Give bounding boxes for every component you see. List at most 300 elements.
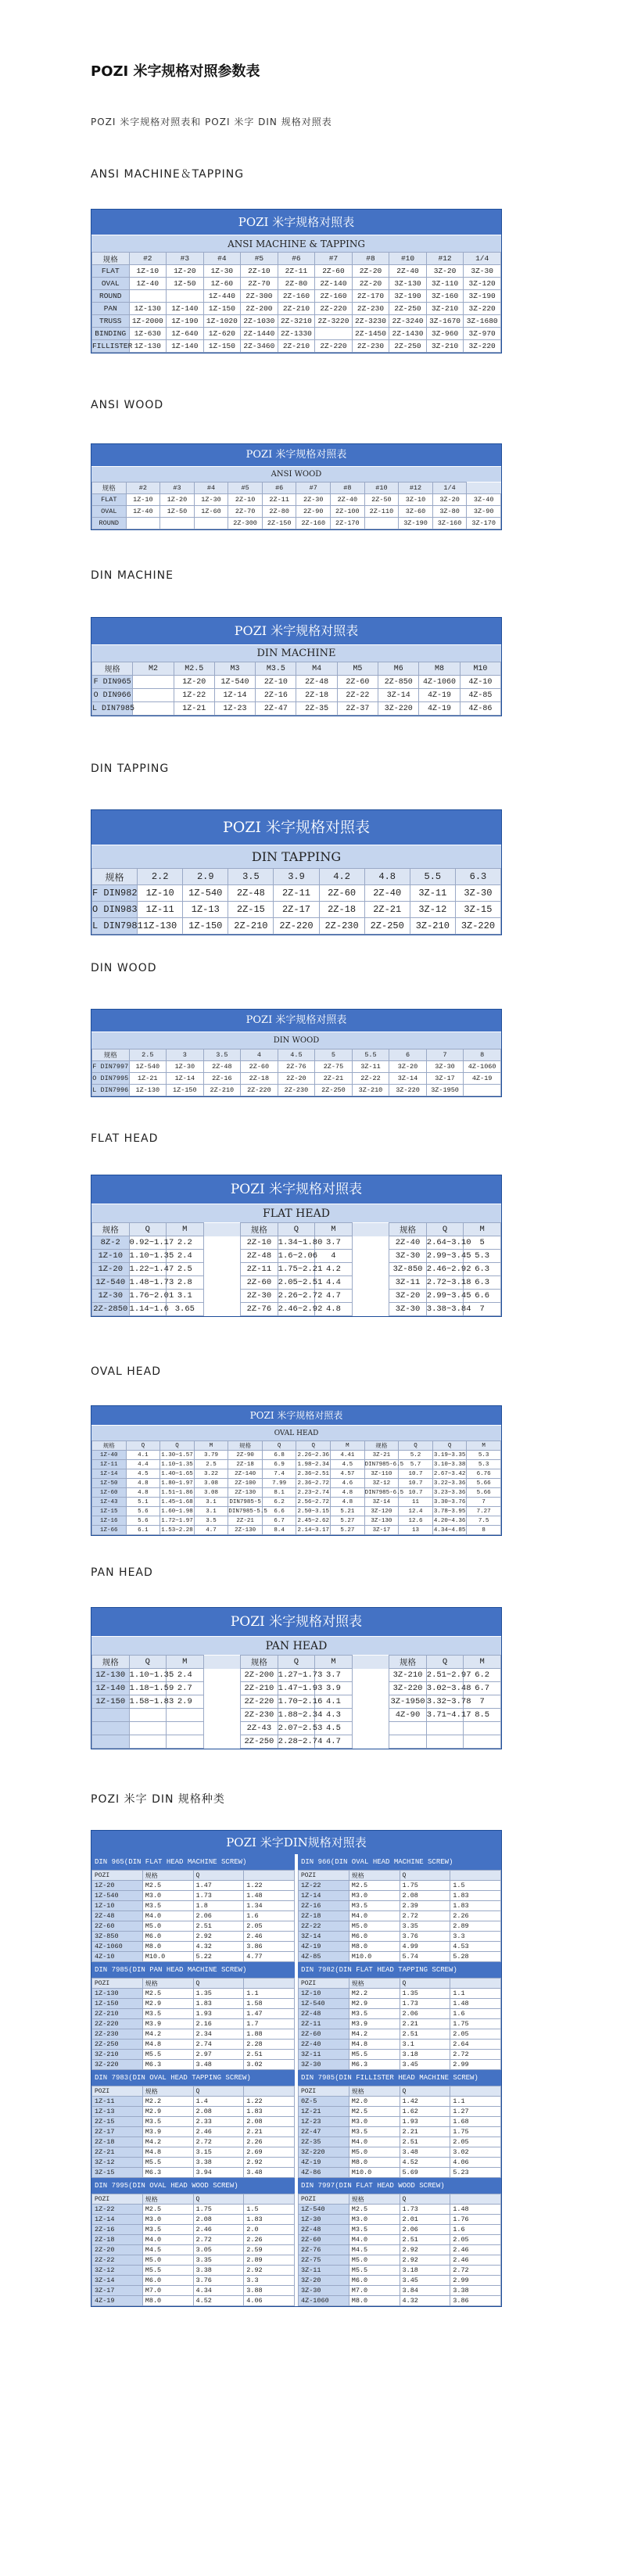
table-cell: 2.46~2.92 <box>426 1263 464 1276</box>
table-cell: 1.75 <box>450 2127 501 2137</box>
table-title: POZI 米字规格对照表 <box>91 444 501 466</box>
row-label: O DIN983 <box>92 902 138 918</box>
table-row <box>299 2296 501 2306</box>
table-cell: 2Z-30 <box>241 1290 278 1303</box>
table-row <box>92 1942 295 1952</box>
table-cell: 1.10~1.35 <box>161 1461 193 1468</box>
table-cell: 2Z-220 <box>241 1085 278 1096</box>
table-cell: 5.22 <box>193 1952 244 1962</box>
header-row <box>92 662 501 676</box>
table-cell: 1.80~1.97 <box>161 1480 193 1487</box>
table-row <box>92 1479 501 1488</box>
table-cell: M4.0 <box>349 2235 400 2245</box>
row-label: 1Z-20 <box>92 1263 130 1276</box>
table-cell: 3Z-220 <box>455 918 500 935</box>
header-cell: M3 <box>214 662 255 676</box>
table-cell: 3Z-20 <box>299 2276 349 2286</box>
header-row <box>92 483 501 494</box>
table-cell <box>129 1722 167 1735</box>
table-row <box>92 1303 501 1316</box>
table-row <box>299 2060 501 2070</box>
table-cell: 2Z-200 <box>241 303 278 315</box>
table-cell: 3.84 <box>400 2286 450 2296</box>
header-cell: 规格 <box>228 1441 263 1451</box>
table-cell: 3Z-190 <box>464 290 501 303</box>
table-cell: 2Z-3210 <box>278 315 315 328</box>
table-din-tapping <box>91 809 502 935</box>
table-row <box>92 303 501 315</box>
table-cell: 1.48 <box>450 1999 501 2009</box>
row-label: 1Z-16 <box>92 1516 127 1526</box>
data-table <box>91 662 501 716</box>
table-cell: 3Z-1680 <box>464 315 501 328</box>
table-cell: 2Z-10 <box>241 1236 278 1250</box>
table-cell: 2.28~2.74 <box>278 1735 315 1749</box>
table-cell: M4.8 <box>142 2147 193 2158</box>
table-cell: 3.30~3.76 <box>433 1498 466 1505</box>
table-cell <box>315 328 353 340</box>
table-cell <box>464 1085 501 1096</box>
table-cell: 4.5 <box>315 1722 353 1735</box>
table-row <box>92 2117 295 2127</box>
table-cell: 2.26~2.36 <box>297 1451 330 1458</box>
table-cell: 2.36~2.72 <box>297 1480 330 1487</box>
table-cell: M2.5 <box>349 2107 400 2117</box>
table-cell: 1.93 <box>400 2117 450 2127</box>
table-cell: 2.23~2.74 <box>297 1489 330 1496</box>
table-cell: 1.58~1.83 <box>129 1695 167 1709</box>
table-cell: 2.51 <box>193 1921 244 1932</box>
table-cell: 4.99 <box>400 1942 450 1952</box>
row-label: L DIN7981 <box>92 918 138 935</box>
table-cell: 2.06 <box>193 1911 244 1921</box>
table-cell: 2.92 <box>244 2266 295 2276</box>
table-cell <box>203 1263 241 1276</box>
table-row <box>299 1891 501 1901</box>
section-heading-din-tapping: DIN TAPPING <box>91 762 170 775</box>
table-cell: 3Z-130 <box>389 278 427 290</box>
table-cell: 2Z-230 <box>241 1709 278 1722</box>
header-row <box>92 253 501 265</box>
table-cell: 2Z-40 <box>299 2040 349 2050</box>
table-cell: 2Z-210 <box>92 2009 143 2019</box>
table-cell <box>194 518 228 529</box>
table-cell <box>426 1735 464 1749</box>
header-cell: 5.5 <box>352 1049 389 1061</box>
table-cell: 1Z-1020 <box>203 315 241 328</box>
table-cell: 2Z-1450 <box>352 328 389 340</box>
table-flat-head <box>91 1175 502 1317</box>
table-subtitle: OVAL HEAD <box>91 1425 501 1440</box>
table-cell: 3Z-220 <box>389 1682 427 1695</box>
table-cell: 1.6 <box>450 2225 501 2235</box>
table-row <box>92 1073 501 1085</box>
row-label: OVAL <box>92 506 127 518</box>
table-cell <box>352 1303 389 1316</box>
table-cell <box>352 1709 389 1722</box>
header-cell: 规格 <box>241 1223 278 1236</box>
table-cell: 2Z-230 <box>278 1085 315 1096</box>
table-row <box>92 2019 295 2029</box>
table-cell: 2.92 <box>193 1932 244 1942</box>
table-cell: 2Z-47 <box>299 2127 349 2137</box>
table-row <box>92 1488 501 1498</box>
table-cell: 2Z-90 <box>228 1451 263 1460</box>
row-label: ROUND <box>92 518 127 529</box>
table-cell: 3Z-220 <box>299 2147 349 2158</box>
table-cell: 2.9 <box>167 1695 204 1709</box>
table-cell: 4.57 <box>331 1469 365 1479</box>
table-cell: 2Z-230 <box>319 918 364 935</box>
row-label: 2Z-2850 <box>92 1303 130 1316</box>
header-row <box>92 1656 501 1669</box>
table-cell: 2.36~2.51 <box>297 1470 330 1477</box>
table-cell: 2Z-17 <box>92 2127 143 2137</box>
table-cell: 1Z-150 <box>183 918 228 935</box>
table-cell: 1.5 <box>450 1881 501 1891</box>
header-cell: Q <box>193 1871 244 1881</box>
table-cell: 2.92 <box>400 2245 450 2255</box>
table-cell: 2Z-35 <box>296 702 337 716</box>
table-cell: 2Z-60 <box>315 265 353 278</box>
table-cell: 5.2 <box>399 1451 433 1460</box>
table-cell: 3Z-17 <box>364 1526 399 1535</box>
table-cell: 2Z-3240 <box>389 315 427 328</box>
table-cell: 3.02 <box>244 2060 295 2070</box>
row-label: 1Z-11 <box>92 1460 127 1469</box>
table-cell: 4.77 <box>244 1952 295 1962</box>
header-cell <box>450 1871 501 1881</box>
table-cell: 2.51 <box>400 2029 450 2040</box>
row-label: 1Z-14 <box>92 1469 127 1479</box>
header-cell: 4 <box>241 1049 278 1061</box>
table-cell: 1Z-21 <box>174 702 214 716</box>
table-cell: 3Z-14 <box>92 2276 143 2286</box>
table-cell: 4Z-19 <box>464 1073 501 1085</box>
table-cell: 2Z-37 <box>337 702 378 716</box>
row-label: 1Z-40 <box>92 1451 127 1460</box>
table-cell: 3Z-12 <box>410 902 455 918</box>
table-cell: 1.1 <box>450 2097 501 2107</box>
header-cell <box>244 2086 295 2097</box>
row-label: L DIN7996 <box>92 1085 130 1096</box>
header-cell: 1/4 <box>464 253 501 265</box>
table-cell: 2Z-210 <box>203 1085 241 1096</box>
table-cell: 1Z-20 <box>167 265 204 278</box>
table-cell: 1Z-14 <box>92 2215 143 2225</box>
table-row <box>299 2215 501 2225</box>
table-subtitle: DIN WOOD <box>91 1031 501 1049</box>
header-row <box>92 2194 295 2205</box>
table-row <box>299 1952 501 1962</box>
table-cell: M8.0 <box>349 2158 400 2168</box>
table-cell: 2Z-40 <box>389 265 427 278</box>
table-row <box>299 2286 501 2296</box>
table-cell: 1.83 <box>450 1891 501 1901</box>
table-cell: 1Z-14 <box>214 689 255 702</box>
table-cell: 1.47 <box>244 2009 295 2019</box>
table-cell: M7.0 <box>349 2286 400 2296</box>
header-cell: 规格 <box>349 1871 400 1881</box>
row-label: 8Z-2 <box>92 1236 130 1250</box>
row-label: 1Z-50 <box>92 1479 127 1488</box>
table-cell: 3.35 <box>400 1921 450 1932</box>
row-label: 1Z-150 <box>92 1695 130 1709</box>
table-row <box>92 2225 295 2235</box>
table-cell: 3Z-960 <box>426 328 464 340</box>
table-cell: 2Z-48 <box>228 885 274 902</box>
table-cell: M5.0 <box>349 2147 400 2158</box>
header-cell: POZI <box>299 2194 349 2205</box>
table-cell: 3.32~3.78 <box>426 1695 464 1709</box>
table-cell: 0Z-5 <box>299 2097 349 2107</box>
table-cell: 1Z-13 <box>183 902 228 918</box>
header-cell: 8 <box>464 1049 501 1061</box>
table-cell: 6.1 <box>126 1526 160 1535</box>
table-cell: 2Z-1030 <box>241 315 278 328</box>
header-cell: Q <box>400 1871 450 1881</box>
table-cell: 3.7 <box>315 1669 353 1682</box>
table-cell: 2Z-10 <box>241 265 278 278</box>
table-cell: 4.1 <box>126 1451 160 1460</box>
table-cell: 2Z-160 <box>315 290 353 303</box>
table-cell: 3.9 <box>315 1682 353 1695</box>
table-cell: 1.51~1.86 <box>161 1489 193 1496</box>
table-cell: M3.5 <box>142 2117 193 2127</box>
intro-text: POZI 米字规格对照表和 POZI 米字 DIN 规格对照表 <box>91 117 332 127</box>
din-block-title: DIN 7982(DIN FLAT HEAD TAPPING SCREW) <box>298 1962 501 1978</box>
table-cell: 2.21 <box>400 2019 450 2029</box>
header-cell: 3.9 <box>274 869 319 885</box>
table-row <box>92 328 501 340</box>
table-cell: 2.72 <box>400 1911 450 1921</box>
header-cell: #7 <box>315 253 353 265</box>
table-cell: 3Z-190 <box>389 290 427 303</box>
table-cell: M2.5 <box>142 1989 193 1999</box>
table-cell: 3Z-12 <box>92 2158 143 2168</box>
table-cell: 2Z-250 <box>364 918 410 935</box>
table-cell: 1.30~1.57 <box>161 1451 193 1458</box>
header-cell <box>203 1656 241 1669</box>
table-cell: M6.0 <box>142 2276 193 2286</box>
table-row <box>299 2147 501 2158</box>
header-cell: #3 <box>167 253 204 265</box>
table-cell: M3.0 <box>349 1891 400 1901</box>
table-cell <box>203 1709 241 1722</box>
header-cell: POZI <box>92 1871 143 1881</box>
table-row <box>92 506 501 518</box>
table-cell: 1Z-20 <box>160 494 195 506</box>
table-cell: 1.75~2.21 <box>278 1263 315 1276</box>
header-cell <box>244 1979 295 1989</box>
header-cell: 2.9 <box>183 869 228 885</box>
table-cell <box>352 1290 389 1303</box>
table-cell: 2Z-40 <box>364 885 410 902</box>
table-row <box>299 2158 501 2168</box>
table-cell <box>129 1709 167 1722</box>
table-cell: M10.0 <box>349 1952 400 1962</box>
table-cell: 3Z-160 <box>426 290 464 303</box>
table-cell: 2.99~3.45 <box>426 1250 464 1263</box>
table-cell: 3Z-110 <box>426 278 464 290</box>
header-cell <box>244 1871 295 1881</box>
row-label: ROUND <box>92 290 130 303</box>
table-cell: 2Z-48 <box>299 2009 349 2019</box>
table-cell: 1Z-50 <box>160 506 195 518</box>
table-cell: 3.38 <box>450 2286 501 2296</box>
header-cell: POZI <box>92 2086 143 2097</box>
table-cell: 1Z-50 <box>167 278 204 290</box>
row-label: FILLISTER <box>92 340 130 353</box>
table-cell <box>389 1722 427 1735</box>
table-row <box>92 2060 295 2070</box>
table-cell: 1Z-14 <box>167 1073 204 1085</box>
table-cell: 2Z-110 <box>364 506 399 518</box>
table-cell: 2Z-22 <box>92 2255 143 2266</box>
row-label: 1Z-540 <box>92 1276 130 1290</box>
header-cell: M <box>167 1656 204 1669</box>
table-row <box>92 918 501 935</box>
table-cell: 12.6 <box>399 1516 433 1526</box>
din-block-table <box>91 1870 295 1962</box>
table-cell: 2Z-300 <box>241 290 278 303</box>
din-block-title: DIN 965(DIN FLAT HEAD MACHINE SCREW) <box>91 1854 295 1870</box>
header-cell: 规格 <box>142 2194 193 2205</box>
din-block-table <box>298 2086 501 2178</box>
table-row <box>92 1516 501 1526</box>
table-cell: 4.34 <box>193 2286 244 2296</box>
table-cell <box>352 1250 389 1263</box>
table-cell: M7.0 <box>142 2286 193 2296</box>
table-cell: 3Z-850 <box>389 1263 427 1276</box>
table-cell: 2.92 <box>400 2255 450 2266</box>
table-cell: 3Z-21 <box>364 1451 399 1460</box>
table-row <box>92 1290 501 1303</box>
table-cell: 1.62 <box>400 2107 450 2117</box>
header-cell: 规格 <box>92 1223 130 1236</box>
table-cell <box>203 1669 241 1682</box>
row-label <box>92 1722 130 1735</box>
table-cell: 6.7 <box>262 1516 296 1526</box>
table-cell: M2.9 <box>142 1999 193 2009</box>
table-row <box>92 1901 295 1911</box>
table-cell <box>203 1250 241 1263</box>
data-table <box>91 1655 501 1749</box>
table-cell <box>203 1722 241 1735</box>
header-cell: 规格 <box>92 662 133 676</box>
din-block-title: DIN 7985(DIN PAN HEAD MACHINE SCREW) <box>91 1962 295 1978</box>
table-cell: M8.0 <box>349 1942 400 1952</box>
header-cell: 3.5 <box>228 869 274 885</box>
data-table <box>91 1049 501 1096</box>
table-cell: 3Z-30 <box>389 1303 427 1316</box>
table-row <box>92 1669 501 1682</box>
table-cell: 2Z-150 <box>262 518 296 529</box>
table-cell <box>203 1682 241 1695</box>
table-cell: 2.99 <box>450 2060 501 2070</box>
table-cell: 2Z-76 <box>299 2245 349 2255</box>
table-cell: 2.5 <box>194 1460 228 1469</box>
header-cell: 5.5 <box>410 869 455 885</box>
table-cell: 1Z-540 <box>299 2205 349 2215</box>
table-cell: 2.64 <box>450 2040 501 2050</box>
table-cell: 2.26 <box>450 1911 501 1921</box>
table-cell: 1Z-20 <box>92 1881 143 1891</box>
table-cell: M4.0 <box>349 1911 400 1921</box>
table-cell: 1.76 <box>450 2215 501 2225</box>
table-cell: 2.05 <box>450 2029 501 2040</box>
table-row <box>299 2097 501 2107</box>
header-cell: 规格 <box>241 1656 278 1669</box>
din-block <box>295 2178 501 2306</box>
table-cell: 2Z-70 <box>241 278 278 290</box>
table-cell: 2.39 <box>400 1901 450 1911</box>
table-cell: 11 <box>399 1498 433 1507</box>
table-cell: 2Z-3220 <box>315 315 353 328</box>
table-row <box>92 1061 501 1073</box>
table-cell <box>129 290 167 303</box>
table-cell: 5.66 <box>467 1488 501 1498</box>
table-row <box>92 702 501 716</box>
table-cell: 2Z-48 <box>203 1061 241 1073</box>
table-cell: 6.2 <box>464 1669 501 1682</box>
table-cell: M8.0 <box>142 2296 193 2306</box>
table-cell: 5.23 <box>450 2168 501 2178</box>
table-cell: 2Z-220 <box>315 303 353 315</box>
table-cell: 2Z-250 <box>92 2040 143 2050</box>
table-cell: 2Z-210 <box>278 340 315 353</box>
header-cell <box>450 2194 501 2205</box>
table-title: POZI 米字规格对照表 <box>91 1608 501 1636</box>
header-cell: #3 <box>160 483 195 494</box>
table-cell: 4Z-86 <box>460 702 500 716</box>
table-cell <box>160 518 195 529</box>
table-cell: 1Z-30 <box>203 265 241 278</box>
table-cell: 2.59 <box>244 2245 295 2255</box>
table-cell: 2.46 <box>193 2127 244 2137</box>
din-block-table <box>91 2194 295 2306</box>
table-cell: 1.83 <box>450 1901 501 1911</box>
table-cell: 2.72~3.18 <box>426 1276 464 1290</box>
table-cell: 8.1 <box>262 1488 296 1498</box>
header-cell: M <box>467 1441 501 1451</box>
table-cell: 2.33 <box>193 2117 244 2127</box>
table-cell: M3.9 <box>349 2019 400 2029</box>
table-cell <box>167 1722 204 1735</box>
table-cell: 1.40~1.65 <box>161 1470 193 1477</box>
table-cell: 2Z-35 <box>299 2137 349 2147</box>
table-cell: 3Z-220 <box>464 303 501 315</box>
table-cell: 3Z-20 <box>389 1290 427 1303</box>
table-cell: 6.7 <box>464 1682 501 1695</box>
table-cell <box>464 1735 501 1749</box>
table-cell: 2Z-220 <box>92 2019 143 2029</box>
table-row <box>92 1891 295 1901</box>
table-subtitle: DIN MACHINE <box>91 644 501 662</box>
table-cell: 1.34~1.80 <box>278 1236 315 1250</box>
table-cell <box>167 1709 204 1722</box>
table-cell: 2Z-300 <box>228 518 263 529</box>
table-cell: 1Z-22 <box>299 1881 349 1891</box>
table-cell: 1Z-21 <box>129 1073 167 1085</box>
table-cell: DIN7985-5 <box>229 1498 261 1505</box>
table-cell: 3.86 <box>244 1942 295 1952</box>
header-cell: #8 <box>331 483 365 494</box>
table-row <box>92 2245 295 2255</box>
table-cell: 3.3 <box>450 1932 501 1942</box>
table-cell: 3.86 <box>450 2296 501 2306</box>
table-cell: 3Z-120 <box>464 278 501 290</box>
